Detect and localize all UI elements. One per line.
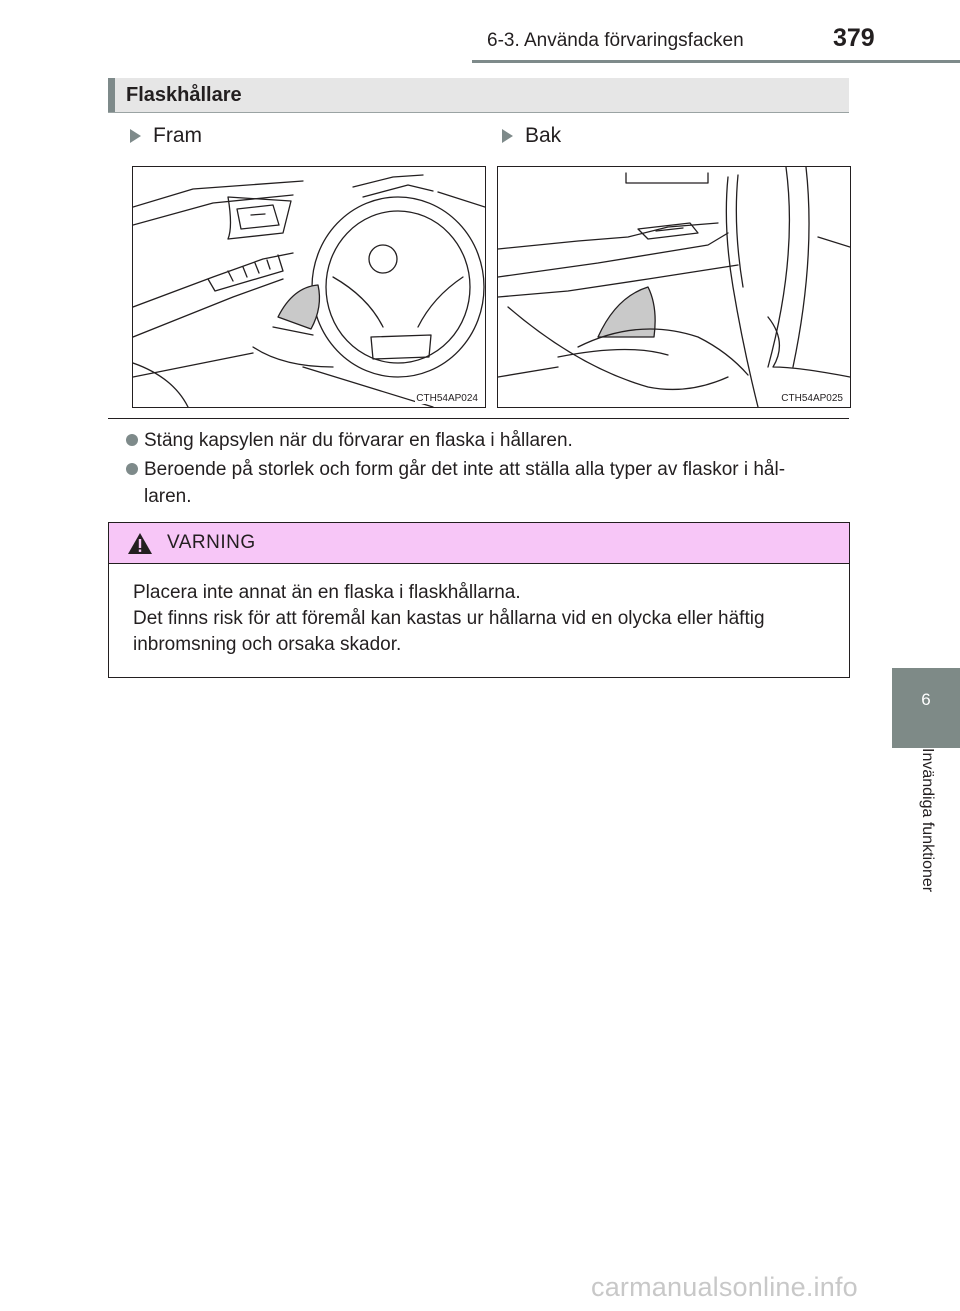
chapter-title: Invändiga funktioner [919, 748, 936, 893]
triangle-bullet-icon [502, 129, 513, 143]
bullet-item [126, 427, 856, 454]
section-title: Flaskhållare [126, 84, 242, 106]
header-rule [472, 60, 960, 63]
warning-line: Placera inte annat än en flaska i flaskhållarna. [133, 582, 521, 603]
figure-code: CTH54AP025 [781, 393, 843, 404]
bullet-dot-icon [126, 434, 138, 446]
figure-label-text: Fram [153, 124, 202, 147]
warning-title: VARNING [167, 532, 256, 553]
warning-triangle-icon [127, 532, 153, 555]
chapter-number: 6 [921, 690, 931, 709]
rear-door-illustration [498, 167, 850, 407]
chapter-title-container [892, 748, 960, 958]
figure-rule [108, 418, 849, 419]
bullet-text: Stäng kapsylen när du förvarar en flaska i hållaren. [144, 430, 573, 451]
bullet-text-line: Beroende på storlek och form går det inte att ställa alla typer av flaskor i hål- [144, 459, 786, 480]
warning-line: Det finns risk för att föremål kan kastas ur hållarna vid en olycka eller häftig [133, 608, 765, 629]
front-door-illustration [133, 167, 485, 407]
warning-body [133, 580, 837, 658]
section-title-accent [108, 78, 115, 112]
running-header-section: 6-3. Använda förvaringsfacken [487, 30, 744, 51]
warning-line: inbromsning och orsaka skador. [133, 634, 402, 655]
figure-code: CTH54AP024 [416, 393, 478, 404]
figure-label-rear [502, 124, 561, 148]
bullet-text [144, 456, 785, 510]
triangle-bullet-icon [130, 129, 141, 143]
bullet-dot-icon [126, 463, 138, 475]
illustration-front-bottle-holder [132, 166, 486, 408]
illustration-rear-bottle-holder [497, 166, 851, 408]
page-number: 379 [833, 24, 875, 52]
bullet-item [126, 456, 856, 512]
figure-label-text: Bak [525, 124, 562, 147]
bullet-text-line: laren. [144, 486, 192, 507]
figure-label-front [130, 124, 202, 148]
footer-watermark: carmanualsonline.info [591, 1272, 858, 1302]
section-title-underline [108, 112, 849, 113]
